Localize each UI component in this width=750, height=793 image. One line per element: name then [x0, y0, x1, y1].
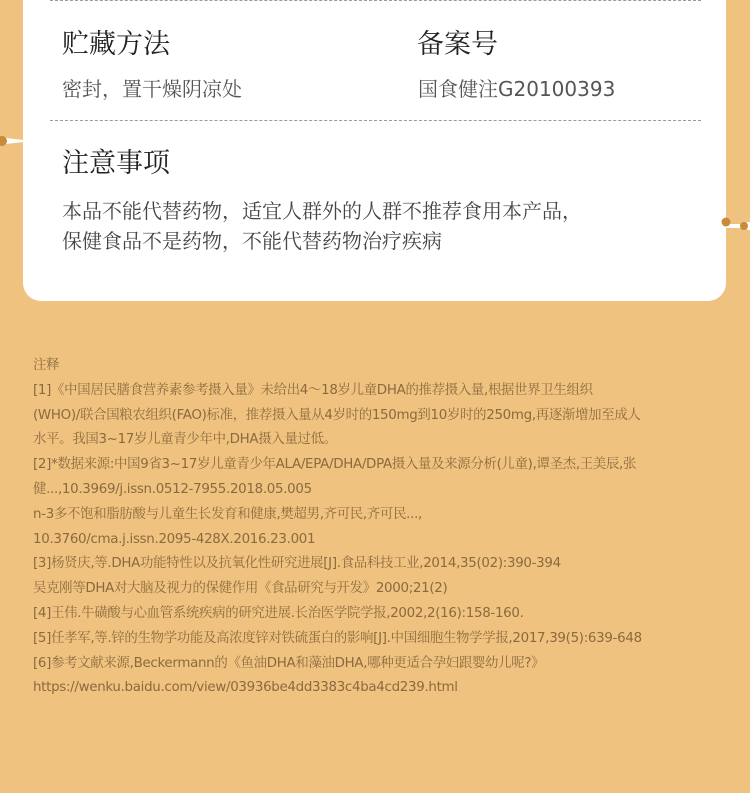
footnote-line: 10.3760/cma.j.issn.2095-428X.2016.23.001 [33, 531, 316, 547]
bone-decoration-right [718, 214, 750, 238]
notice-line: 本品不能代替药物，适宜人群外的人群不推荐食用本产品， [62, 199, 582, 223]
footnote-line: [2]*数据来源:中国9省3~17岁儿童青少年ALA/EPA/DHA/DPA摄入量及来源分析(儿童),谭圣杰,王美辰,张 [33, 457, 637, 473]
bone-decoration-left [0, 130, 32, 152]
storage-heading: 贮藏方法 [62, 29, 170, 60]
divider-middle [50, 120, 701, 121]
notice-heading: 注意事项 [62, 148, 170, 179]
footnote-line: 健...,10.3969/j.issn.0512-7955.2018.05.005 [33, 481, 312, 497]
footnote-line: [1]《中国居民膳食营养素参考摄入量》未给出4～18岁儿童DHA的推荐摄入量,根据世界卫生组织 [33, 382, 593, 398]
filing-heading: 备案号 [417, 29, 498, 60]
divider-top [50, 0, 701, 1]
storage-value: 密封，置干燥阴凉处 [62, 77, 242, 101]
footnote-line: n-3多不饱和脂肪酸与儿童生长发育和健康,樊超男,齐可民,齐可民..., [33, 506, 422, 522]
notice-text [62, 196, 582, 256]
footnote-line: [6]参考文献来源,Beckermann的《鱼油DHA和藻油DHA,哪种更适合孕妇跟婴幼儿呢?》 [33, 655, 545, 671]
footnote-line: 水平。我国3~17岁儿童青少年中,DHA摄入量过低。 [33, 432, 337, 448]
footnote-line: 吴克刚等DHA对大脑及视力的保健作用《食品研究与开发》2000;21(2) [33, 581, 448, 597]
footnote-line: [3]杨贤庆,等.DHA功能特性以及抗氧化性研究进展[J].食品科技工业,2014,35(02):390-394 [33, 556, 561, 572]
notice-line: 保健食品不是药物，不能代替药物治疗疾病 [62, 229, 442, 253]
footnote-line: (WHO)/联合国粮农组织(FAO)标准，推荐摄入量从4岁时的150mg到10岁时的250mg,再逐渐增加至成人 [33, 407, 641, 423]
footnote-link: https://wenku.baidu.com/view/03936be4dd3383c4ba4cd239.html [33, 680, 458, 696]
footnote-line: [4]王伟.牛磺酸与心血管系统疾病的研究进展.长治医学院学报,2002,2(16):158-160. [33, 605, 524, 621]
footnote-line: [5]任孝军,等.锌的生物学功能及高浓度锌对铁硫蛋白的影响[J].中国细胞生物学学报,2017,39(5):639-648 [33, 630, 642, 646]
footnotes-title: 注释 [33, 358, 60, 373]
footnotes [33, 354, 723, 701]
filing-value: 国食健注G20100393 [418, 77, 616, 101]
